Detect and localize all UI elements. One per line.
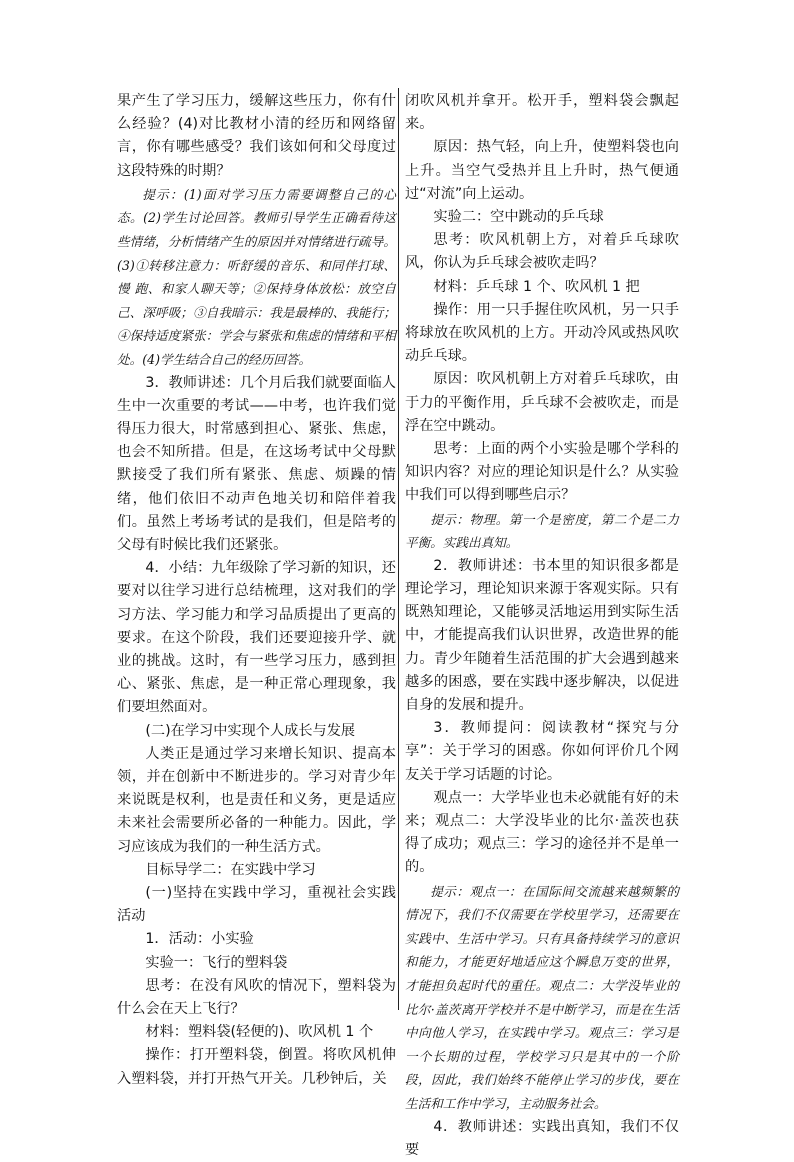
right-column <box>405 90 679 1162</box>
paragraph: 操作：打开塑料袋，倒置。将吹风机伸入塑料袋，并打开热气开关。几秒钟后，关 <box>117 1047 396 1087</box>
paragraph: 思考：在没有风吹的情况下，塑料袋为什么会在天上飞行？ <box>117 977 396 1018</box>
left-column <box>117 90 396 1091</box>
hint-paragraph: 提示：物理。第一个是密度，第二个是二力平衡。实践出真知。 <box>405 511 679 551</box>
paragraph: 目标导学二：在实践中学习 <box>145 861 316 878</box>
paragraph: 1．活动：小实验 <box>145 931 254 948</box>
paragraph: 原因：吹风机朝上方对着乒乓球吹，由于力的平衡作用，乒乓球不会被吹走，而是浮在空中跳动。 <box>405 371 679 434</box>
column-divider <box>398 88 399 1010</box>
paragraph: 3．教师讲述：几个月后我们就要面临人生中一次重要的考试——中考，也许我们觉得压力很大，时常感到担心、紧张、焦虑，也会不知所措。但是，在这场考试中父母默默接受了我们所有紧张、焦虑、烦躁的情绪，他们依旧不动声色地关切和陪伴着我们。虽然上考场考试的是我们，但是陪考的父母有时候比我们还紧张。 <box>117 374 396 553</box>
paragraph: 闭吹风机并拿开。松开手，塑料袋会飘起来。 <box>405 93 679 133</box>
hint-paragraph: 提示：(1)面对学习压力需要调整自己的心态。(2)学生讨论回答。教师引导学生正确看待这些情绪，分析情绪产生的原因并对情绪进行疏导。(3)①转移注意力：听舒缓的音乐、和同伴打球、慢 跑、和家人聊天等；②保持身体放松：放空自己、深呼吸；③自我暗示：我是最棒的、我能行；④保持适度紧张：学会与紧张和焦虑的情绪和平相处。(4)学生结合自己的经历回答。 <box>117 186 396 367</box>
paragraph: (二)在学习中实现个人成长与发展 <box>145 722 356 739</box>
paragraph: 操作：用一只手握住吹风机，另一只手将球放在吹风机的上方。开动冷风或热风吹动乒乓球。 <box>405 301 679 365</box>
paragraph: 4．小结：九年级除了学习新的知识，还要对以往学习进行总结梳理，这对我们的学习方法、学习能力和学习品质提出了更高的要求。在这个阶段，我们还要迎接升学、就业的挑战。这时，有一些学习压力，感到担心、紧张、焦虑，是一种正常心理现象，我们要坦然面对。 <box>117 560 396 716</box>
paragraph: 实验二：空中跳动的乒乓球 <box>433 209 604 226</box>
paragraph: 材料：塑料袋(轻便的)、吹风机 1 个 <box>145 1024 374 1041</box>
paragraph: 果产生了学习压力，缓解这些压力，你有什么经验？(4)对比教材小清的经历和网络留言，你有哪些感受？我们该如何和父母度过这段特殊的时期？ <box>117 93 396 179</box>
paragraph: 材料：乒乓球 1 个、吹风机 1 把 <box>433 278 640 295</box>
paragraph: 观点一：大学毕业也未必就能有好的未来；观点二：大学没毕业的比尔·盖茨也获得了成功；观点三：学习的途径并不是单一的。 <box>405 789 679 876</box>
hint-paragraph: 提示：观点一：在国际间交流越来越频繁的情况下，我们不仅需要在学校里学习，还需要在实践中、生活中学习。只有具备持续学习的意识和能力，才能更好地适应这个瞬息万变的世界，才能担负起时代的重任。观点二：大学没毕业的比尔·盖茨离开学校并不是中断学习，而是在生活中向他人学习，在实践中学习。观点三：学习是一个长期的过程，学校学习只是其中的一个阶段，因此，我们始终不能停止学习的步伐，要在生活和工作中学习，主动服务社会。 <box>405 883 679 1112</box>
paragraph: (一)坚持在实践中学习，重视社会实践活动 <box>117 885 396 925</box>
paragraph: 人类正是通过学习来增长知识、提高本领，并在创新中不断进步的。学习对青少年来说既是权利，也是责任和义务，更是适应未来社会需要所必备的一种能力。因此，学习应该成为我们的一种生活方式。 <box>117 745 396 855</box>
paragraph: 原因：热气轻，向上升，使塑料袋也向上升。当空气受热并且上升时，热气便通过“对流”向上运动。 <box>405 139 679 202</box>
paragraph: 思考：上面的两个小实验是哪个学科的知识内容？对应的理论知识是什么？从实验中我们可以得到哪些启示？ <box>405 441 679 504</box>
paragraph: 4．教师讲述：实践出真知，我们不仅要 <box>405 1118 679 1158</box>
paragraph: 思考：吹风机朝上方，对着乒乓球吹风，你认为乒乓球会被吹走吗？ <box>405 232 679 272</box>
paragraph: 实验一：飞行的塑料袋 <box>145 954 288 971</box>
paragraph: 2．教师讲述：书本里的知识很多都是理论学习，理论知识来源于客观实际。只有既熟知理论，又能够灵活地运用到实际生活中，才能提高我们认识世界，改造世界的能力。青少年随着生活范围的扩大会遇到越来越多的困惑，要在实践中逐步解决，以促进自身的发展和提升。 <box>405 557 679 714</box>
paragraph: 3．教师提问：阅读教材“探究与分享”：关于学习的困惑。你如何评价几个网友关于学习话题的讨论。 <box>405 720 679 783</box>
